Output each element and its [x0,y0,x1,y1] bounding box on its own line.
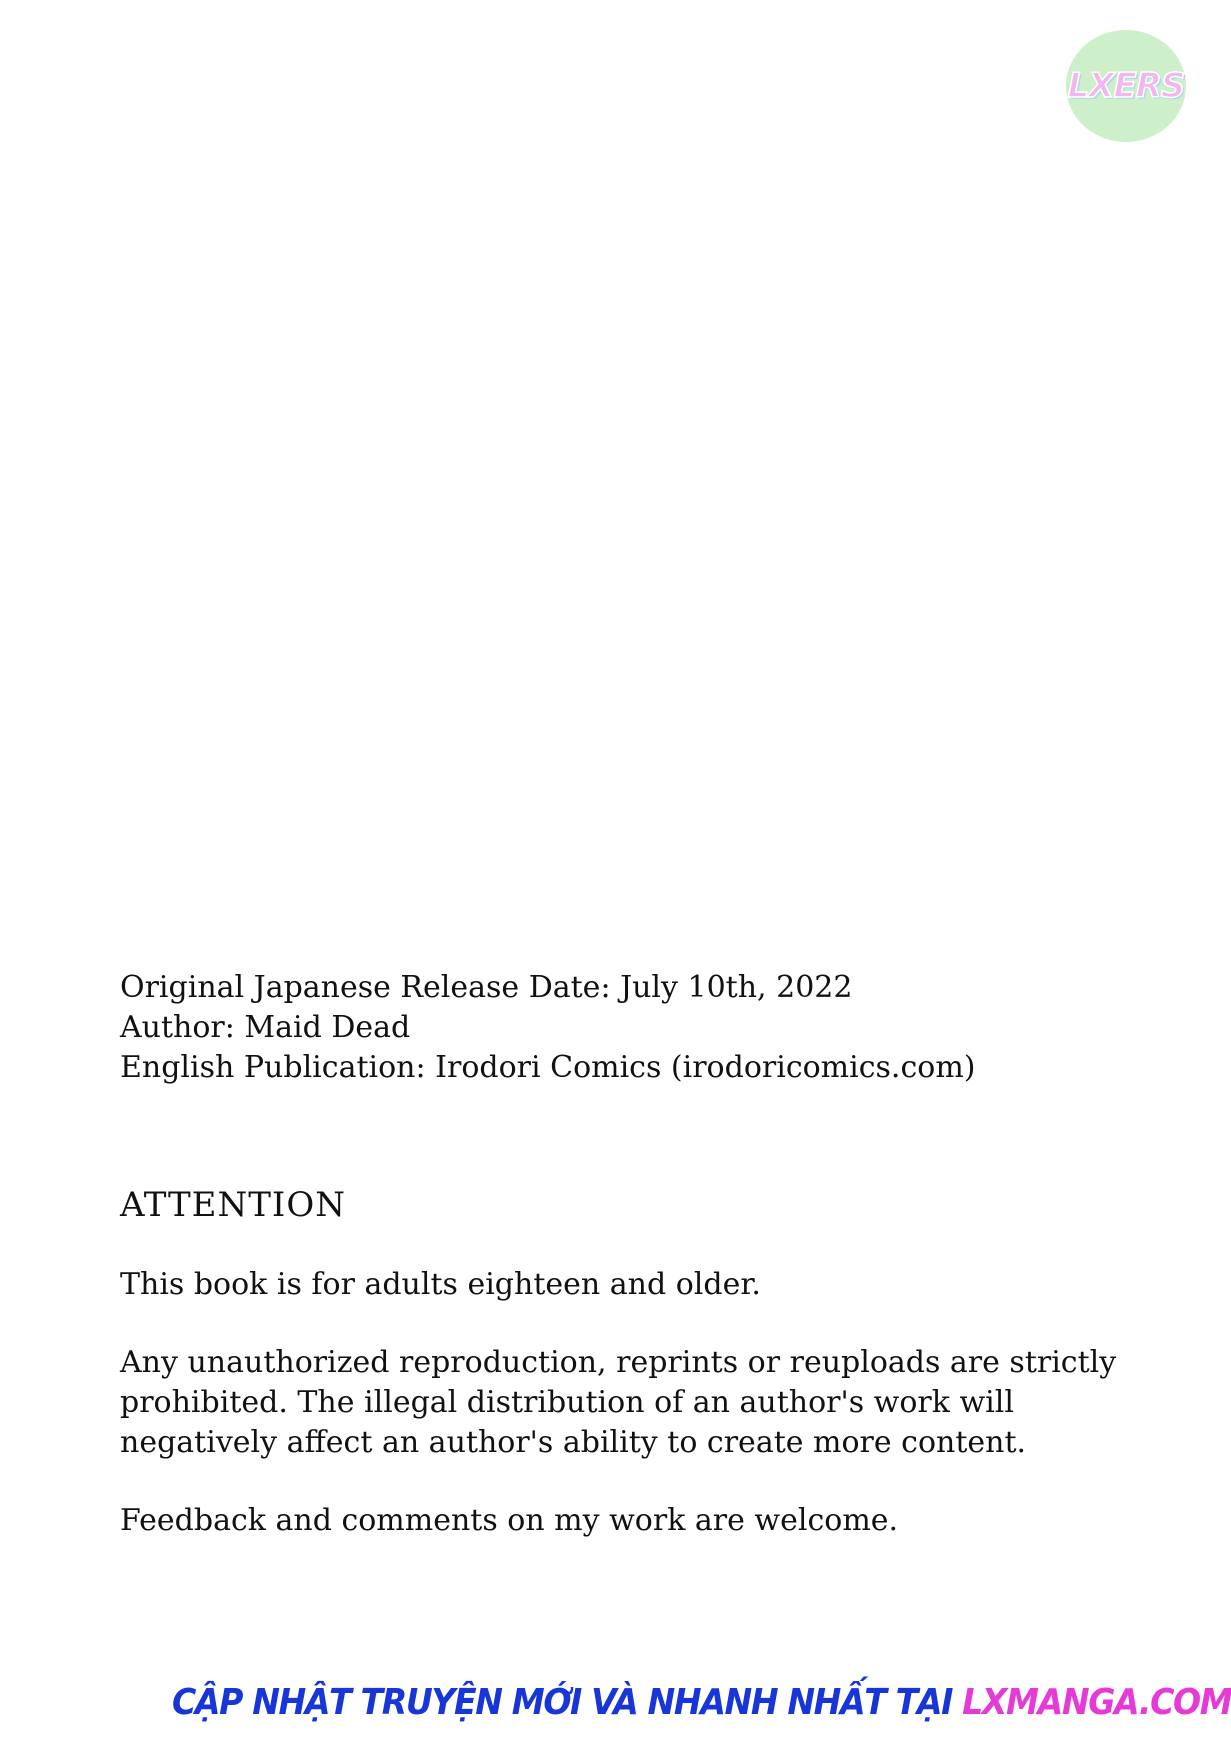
footer-site-link[interactable]: LXMANGA.COM [962,1682,1231,1723]
watermark-badge [1066,30,1186,142]
adults-notice-text: This book is for adults eighteen and older. [120,1267,761,1302]
footer-lead-text: CẬP NHẬT TRUYỆN MỚI VÀ NHANH NHẤT TẠI [172,1682,953,1723]
credits-block [120,968,975,1088]
reproduction-warning [120,1343,1117,1463]
reproduction-line: Any unauthorized reproduction, reprints or reuploads are strictly [120,1345,1117,1380]
publication-line: English Publication: Irodori Comics (irodoricomics.com) [120,1050,976,1085]
footer-banner [172,1682,1231,1723]
release-date-line: Original Japanese Release Date: July 10th, 2022 [120,970,853,1005]
reproduction-line: negatively affect an author's ability to create more content. [120,1425,1027,1460]
feedback-note [120,1501,1080,1541]
adults-notice [120,1265,1080,1305]
watermark-logo-text: LXERS [1067,66,1185,106]
author-line: Author: Maid Dead [120,1010,411,1045]
feedback-text: Feedback and comments on my work are welcome. [120,1503,899,1538]
attention-heading: ATTENTION [120,1185,346,1225]
reproduction-line: prohibited. The illegal distribution of an author's work will [120,1385,1014,1420]
